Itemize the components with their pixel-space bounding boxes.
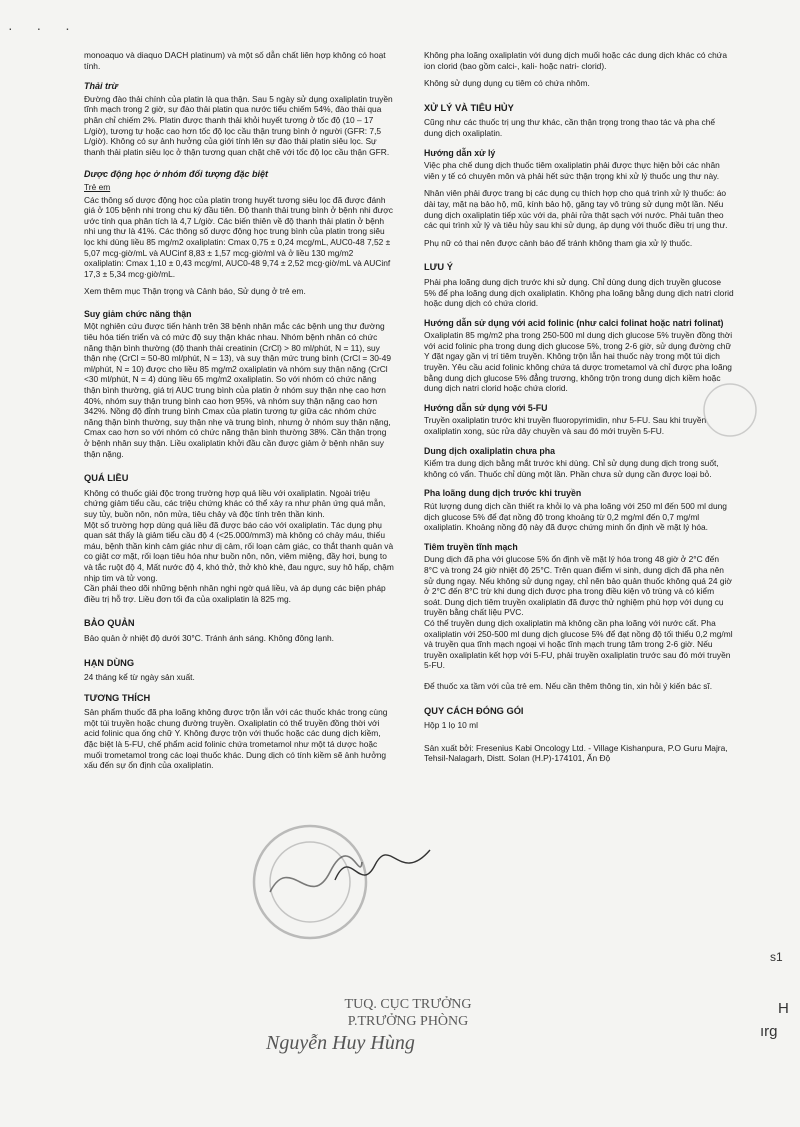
section-thai-tru-body: Đường đào thải chính của platin là qua thận. Sau 5 ngày sử dụng oxaliplatin truyền tĩnh mạch trong 2 giờ, sự đào thải platin qua nước tiểu chiếm 54%, đào thải qua phân chỉ chiếm 2%. Platin được thanh thải khỏi huyết tương ở tốc độ (10 – 17 L/giờ), tương tự hoặc cao hơn tốc độ lọc cầu thận trung bình ở người (GFR: 7,5 L/giờ). Không có sự ảnh hưởng của giới tính lên sự đào thải platin siêu lọc. Sự thanh thải platin siêu lọc ở thận tương quan chặt chẽ với tốc độ lọc cầu thận GFR. [84, 93, 393, 157]
subsection-5fu-title: Hướng dẫn sử dụng với 5-FU [424, 402, 548, 413]
section-handling-title: XỬ LÝ VÀ TIÊU HỦY [424, 102, 514, 113]
right-column [424, 50, 734, 771]
subsection-children-note: Xem thêm mục Thận trọng và Cảnh báo, Sử dụng ở trẻ em. [84, 286, 306, 297]
section-shelf-life-title: HẠN DÙNG [84, 657, 135, 668]
subsection-undiluted-title: Dung dịch oxaliplatin chưa pha [424, 445, 556, 456]
stamp-line-1: TUQ. CỤC TRƯỞNG [344, 997, 472, 1012]
section-thai-tru-title: Thải trừ [84, 81, 118, 92]
section-shelf-life-body: 24 tháng kể từ ngày sản xuất. [84, 672, 195, 683]
edge-fragment-2: H [778, 1000, 789, 1017]
approval-stamp-mark [700, 380, 760, 440]
stamp-line-2: P.TRƯỞNG PHÒNG [347, 1014, 469, 1029]
section-overdose-p2: Một số trường hợp dùng quá liều đã được báo cáo với oxaliplatin. Tác dụng phụ quan sát thấy là giảm tiểu cầu độ 4 (<25.000/mm3) mà không có chảy máu, thiếu máu, bệnh thần kinh cảm giác như dị cảm, rối loạn cảm giác, co thắt thanh quản và co giật cơ mặt, rối loạn tiêu hóa như buồn nôn, nôn, viêm miệng, đầy hơi, bụng to và tắc ruột độ 4, Mất nước độ 4, khó thở, thở khò khè, đau ngực, suy hô hấp, chậm nhịp tim và tử vong. [84, 519, 394, 583]
subsection-handling-guide-title: Hướng dẫn xử lý [424, 147, 496, 158]
section-packaging-body: Hộp 1 lọ 10 ml [424, 720, 478, 731]
section-overdose-p1: Không có thuốc giải độc trong trường hợp quá liều với oxaliplatin. Ngoài triệu chứng giảm tiểu cầu, các triệu chứng khác có thể xảy ra như phản ứng quá mẫn, suy tủy, buồn nôn, nôn mửa, tiêu chảy và độc tính trên thần kinh. [84, 487, 386, 519]
right-intro-text: Không pha loãng oxaliplatin với dung dịch muối hoặc các dung dịch khác có chứa ion clorid (bao gồm calci-, kali- hoặc natri- clorid). [424, 50, 728, 71]
subsection-infusion-p2: Có thể truyền dung dịch oxaliplatin mà không cần pha loãng với nước cất. Pha oxaliplatin với 250-500 ml dung dịch glucose 5% để đạt nồng độ tối thiểu 0,2 mg/ml và truyền qua tĩnh mạch ngoại vi hoặc tĩnh mạch trung tâm trong 2-6 giờ. Nếu truyền oxaliplatin kết hợp với 5-FU, phải truyền oxaliplatin trước sau đó mới truyền 5-FU. [424, 617, 733, 671]
subsection-infusion-p1: Dung dịch đã pha với glucose 5% ổn định về mặt lý hóa trong 48 giờ ở 2°C đến 8°C và trong 24 giờ nhiệt độ 25°C. Trên quan điểm vi sinh, dung dịch đã pha nên sử dụng ngay. Nếu không sử dụng ngay, chỉ nên bảo quản thuốc không quá 24 giờ ở 2°C đến 8°C trừ khi dung dịch được pha trong điều kiện vô trùng và có kiểm soát. Dung dịch tiêm truyền oxaliplatin đã được thử nghiệm phù hợp với dụng cụ truyền bằng chất liệu PVC. [424, 554, 732, 618]
subsection-handling-guide-p1: Việc pha chế dung dịch thuốc tiêm oxaliplatin phải được thực hiện bởi các nhân viên y tế có chuyên môn và phải hết sức thận trọng khi xử lý thuốc ung thư này. [424, 160, 720, 181]
edge-fragment-3: ırg [760, 1023, 778, 1040]
section-special-pk-title: Dược động học ở nhóm đối tượng đặc biệt [84, 169, 268, 180]
subsection-handling-guide-p2: Nhân viên phải được trang bị các dụng cụ thích hợp cho quá trình xử lý thuốc: áo dài tay, mặt nạ bảo hộ, mũ, kính bảo hộ, găng tay vô trùng sử dụng một lần. Nếu dung dịch oxaliplatin tiếp xúc với da, phải rửa thật sạch với nước. Phải tuân theo các qui trình xử lý và tiêu hủy sau khi sử dụng, áp dụng với thuốc điều trị ung thư. [424, 188, 728, 231]
children-warning: Để thuốc xa tầm với của trẻ em. Nếu cần thêm thông tin, xin hỏi ý kiến bác sĩ. [424, 680, 713, 691]
intro-text: monoaquo và diaquo DACH platinum) và một số dẫn chất liên hợp không có hoạt tính. [84, 50, 386, 71]
section-overdose-title: QUÁ LIỀU [84, 473, 129, 484]
section-note-title: LƯU Ý [424, 262, 453, 273]
section-storage-body: Bảo quản ở nhiệt độ dưới 30°C. Tránh ánh sáng. Không đông lạnh. [84, 632, 334, 643]
subsection-handling-guide-p3: Phụ nữ có thai nên được cảnh báo để tránh không tham gia xử lý thuốc. [424, 237, 693, 248]
edge-fragment-1: s1 [770, 950, 783, 964]
subsection-dilution-body: Rút lượng dung dịch cần thiết ra khỏi lọ và pha loãng với 250 ml đến 500 ml dung dịch glucose 5% để đạt nồng độ trong khoảng từ 0,2 mg/ml đến 0,7 mg/ml oxaliplatin. Khoảng nồng độ này đã được chứng minh ổn định về mặt lý hóa. [424, 501, 727, 533]
subsection-children-body: Các thông số dược động học của platin trong huyết tương siêu lọc đã được đánh giá ở 105 bệnh nhi trong chu kỳ đầu tiên. Độ thanh thải trung bình ở bệnh nhi được ước tính qua phân tích là 4,7 L/giờ. Các biến thiên về độ thanh thải platin ở bệnh nhi ung thư là 41%. Các thông số dược động học trung bình của platin trong siêu lọc khi dùng liều 85 mg/m2 oxaliplatin: Cmax 0,75 ± 0,24 mcg/mL, AUC0-48 7,52 ± 5,07 mcg·giờ/mL và AUCinf 8,83 ± 1,57 mcg·giờ/ml và ở liều 130 mg/m2 oxaliplatin: Cmax 1,10 ± 0,43 mcg/ml, AUC0-48 9,74 ± 2,52 mcg·giờ/mL và AUCinf 17,3 ± 5,34 mcg·giờ/mL. [84, 194, 393, 279]
manufacturer-text: Sản xuất bởi: Fresenius Kabi Oncology Ltd. - Village Kishanpura, P.O Guru Majra, Tehsil-Nalagarh, Distt. Solan (H.P)-174101, Ấn Độ [424, 742, 728, 764]
section-overdose-p3: Cần phải theo dõi những bệnh nhân nghi ngờ quá liều, và áp dụng các biện pháp điều trị hỗ trợ. Liều đơn tối đa của oxaliplatin là 825 mg. [84, 583, 386, 604]
subsection-folinic-body: Oxaliplatin 85 mg/m2 pha trong 250-500 ml dung dịch glucose 5% truyền đồng thời với acid folinic pha trong dung dịch glucose 5%, trong 2-6 giờ, sử dụng đường chữ Y đặt ngay gần vị trí tiêm truyền. Không trộn lẫn hai thuốc này trong một túi dịch truyền. Yêu cầu acid folinic không chứa tá dược trometamol và chỉ được pha loãng bằng dung dịch glucose 5% đẳng trương, không trộn trong dung dịch kiềm hoặc dung dịch natri clorid hoặc chứa clorid. [424, 330, 733, 394]
subsection-undiluted-body: Kiểm tra dung dịch bằng mắt trước khi dùng. Chỉ sử dụng dung dịch trong suốt, không có vẩn. Thuốc chỉ dùng một lần. Phần chưa sử dụng cần được loại bỏ. [424, 458, 719, 479]
subsection-infusion-title: Tiêm truyền tĩnh mạch [424, 541, 518, 552]
section-renal-body: Một nghiên cứu được tiến hành trên 38 bệnh nhân mắc các bệnh ung thư đường tiêu hóa tiến triển và có mức độ suy thận khác nhau. Nhóm bệnh nhân có chức năng thận bình thường (độ thanh thải creatinin (CrCl) > 80 ml/phút, N = 11), suy thận nhẹ (CrCl = 50-80 ml/phút, N = 13), và suy thận mức trung bình (CrCl = 30-49 ml/phút, N = 10) được cho liều 85 mg/m2 oxaliplatin và nhóm suy thận nặng (CrCl <30 ml/phút, N = 4) dùng liều 65 mg/m2 oxaliplatin. So với nhóm có chức năng thận bình thường, giá trị AUC trung bình của platin ở nhóm suy thận nhẹ cao hơn 40%, nhóm suy thận trung bình cao hơn 95%, và nhóm suy thận nặng cao hơn 342%. Nồng độ đỉnh trung bình Cmax của platin tương tự giữa các nhóm chức năng thận bình thường, suy thận nhẹ và trung bình, nhưng ở nhóm suy thận nặng, Cmax cao hơn so với nhóm có chức năng thận bình thường 38%. Cần thận trọng ở bệnh nhân suy thận. Liều oxaliplatin khởi đầu cần được giảm ở bệnh nhân suy thận nặng. [84, 321, 392, 459]
left-column [84, 50, 394, 778]
subsection-folinic-title: Hướng dẫn sử dụng với acid folinic (như calci folinat hoặc natri folinat) [424, 317, 724, 328]
subsection-dilution-title: Pha loãng dung dịch trước khi truyền [424, 488, 582, 499]
signature-name: Nguyễn Huy Hùng [266, 1032, 415, 1054]
section-compat-body: Sản phẩm thuốc đã pha loãng không được trộn lẫn với các thuốc khác trong cùng một túi truyền hoặc chung đường truyền. Oxaliplatin có thể truyền đồng thời với acid folinic qua ống chữ Y. Không được trộn với thuốc hoặc các dung dịch kiềm, đặc biệt là 5-FU, chế phẩm acid folinic chứa trometamol như một tá dược hoặc muối trometamol trong các loại thuốc khác. Dung dịch có tính kiềm sẽ ảnh hưởng xấu đến sự ổn định của oxaliplatin. [84, 707, 388, 771]
section-renal-title: Suy giảm chức năng thận [84, 308, 192, 319]
right-intro-text-2: Không sử dụng dụng cụ tiêm có chứa nhôm. [424, 78, 590, 89]
handwritten-signature [330, 840, 440, 900]
section-handling-body: Cũng như các thuốc trị ung thư khác, cần thận trọng trong thao tác và pha chế dung dịch oxaliplatin. [424, 117, 716, 138]
section-compat-title: TƯƠNG THÍCH [84, 692, 151, 703]
section-storage-title: BẢO QUẢN [84, 618, 135, 629]
section-packaging-title: QUY CÁCH ĐÓNG GÓI [424, 705, 524, 716]
scan-marks: · · · [8, 20, 80, 36]
section-note-body: Phải pha loãng dung dịch trước khi sử dụng. Chỉ dùng dung dịch truyền glucose 5% để pha loãng dung dịch oxaliplatin. Không pha loãng bằng dung dịch natri clorid hoặc dung dịch có chứa clorid. [424, 276, 734, 309]
subsection-5fu-body: Truyền oxaliplatin trước khi truyền fluoropyrimidin, như 5-FU. Sau khi truyền oxaliplatin xong, súc rửa dây chuyền và sau đó mới truyền 5-FU. [424, 415, 707, 437]
subsection-children-title: Trẻ em [84, 181, 111, 192]
approval-stamp-text [288, 996, 528, 1030]
